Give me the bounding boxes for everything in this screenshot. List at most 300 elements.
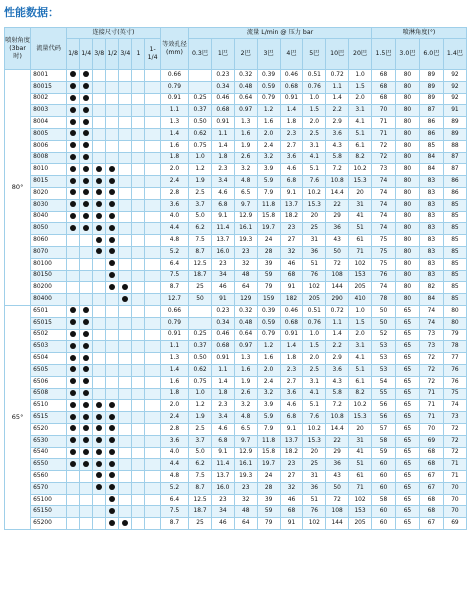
header-conn-size: 1/2 <box>106 39 119 70</box>
spray-angle-value: 55 <box>372 388 396 400</box>
flow-value: 1.6 <box>257 353 280 365</box>
connection-cell <box>93 506 106 518</box>
flow-value: 1.9 <box>189 176 212 188</box>
table-row <box>5 270 467 282</box>
flow-value: 102 <box>349 258 372 270</box>
spray-angle-value: 53 <box>372 364 396 376</box>
flow-value: 8.7 <box>189 246 212 258</box>
spray-angle-value: 86 <box>443 187 466 199</box>
spray-angle-value: 65 <box>395 353 419 365</box>
flow-value: 15.8 <box>257 211 280 223</box>
flow-value: 102 <box>303 282 326 294</box>
flow-value: 2.0 <box>257 364 280 376</box>
flow-code: 8030 <box>31 199 67 211</box>
orifice-diameter: 7.5 <box>160 270 188 282</box>
connection-cell <box>106 518 119 530</box>
flow-value: 71 <box>349 246 372 258</box>
available-dot-icon <box>109 402 115 408</box>
orifice-diameter: 2.4 <box>160 412 188 424</box>
orifice-diameter: 4.0 <box>160 447 188 459</box>
flow-value: 153 <box>349 270 372 282</box>
header-conn-size: 1-1/4 <box>145 39 160 70</box>
flow-code: 8050 <box>31 223 67 235</box>
connection-cell <box>132 105 145 117</box>
connection-cell <box>119 246 132 258</box>
spray-angle-value: 73 <box>419 341 443 353</box>
spray-angle-value: 83 <box>419 223 443 235</box>
spray-angle-value: 83 <box>419 199 443 211</box>
connection-cell <box>145 412 160 424</box>
connection-cell <box>132 329 145 341</box>
flow-value: 9.7 <box>234 199 257 211</box>
available-dot-icon <box>109 449 115 455</box>
orifice-diameter: 5.2 <box>160 482 188 494</box>
flow-code: 6520 <box>31 423 67 435</box>
flow-value: 1.8 <box>280 117 303 129</box>
available-dot-icon <box>109 237 115 243</box>
orifice-diameter: 2.4 <box>160 176 188 188</box>
connection-cell <box>106 294 119 306</box>
spray-angle-value: 80 <box>443 305 466 317</box>
flow-value: 64 <box>234 282 257 294</box>
connection-cell <box>67 199 80 211</box>
spray-angle-value: 83 <box>419 235 443 247</box>
table-row <box>5 364 467 376</box>
connection-cell <box>93 282 106 294</box>
flow-value: 102 <box>349 494 372 506</box>
flow-value: 410 <box>349 294 372 306</box>
orifice-diameter: 1.6 <box>160 140 188 152</box>
flow-value: 0.68 <box>211 105 234 117</box>
flow-value: 29 <box>326 211 349 223</box>
flow-value: 1.0 <box>349 70 372 82</box>
flow-value: 0.37 <box>189 341 212 353</box>
flow-value: 32 <box>280 482 303 494</box>
flow-value: 0.79 <box>257 329 280 341</box>
spray-angle-value: 65 <box>395 435 419 447</box>
orifice-diameter: 1.3 <box>160 353 188 365</box>
flow-value: 7.6 <box>303 176 326 188</box>
flow-code: 6503 <box>31 341 67 353</box>
flow-value: 9.1 <box>280 187 303 199</box>
orifice-diameter: 3.6 <box>160 435 188 447</box>
available-dot-icon <box>96 237 102 243</box>
flow-value: 3.1 <box>303 140 326 152</box>
available-dot-icon <box>70 390 76 396</box>
table-row <box>5 494 467 506</box>
connection-cell <box>80 235 93 247</box>
available-dot-icon <box>96 201 102 207</box>
connection-cell <box>67 412 80 424</box>
flow-value: 20 <box>303 211 326 223</box>
spray-angle-value: 65 <box>395 494 419 506</box>
connection-cell <box>93 494 106 506</box>
spray-angle-value: 74 <box>372 199 396 211</box>
flow-value: 9.1 <box>211 211 234 223</box>
connection-cell <box>80 459 93 471</box>
flow-value: 1.1 <box>326 317 349 329</box>
flow-value: 13.7 <box>211 471 234 483</box>
flow-value: 0.97 <box>234 341 257 353</box>
connection-cell <box>80 270 93 282</box>
connection-cell <box>93 105 106 117</box>
connection-cell <box>119 128 132 140</box>
connection-cell <box>132 199 145 211</box>
connection-cell <box>93 471 106 483</box>
table-row <box>5 400 467 412</box>
flow-value: 1.5 <box>349 317 372 329</box>
flow-value: 3.1 <box>349 105 372 117</box>
spray-angle-value: 80 <box>395 211 419 223</box>
available-dot-icon <box>96 189 102 195</box>
connection-cell <box>106 329 119 341</box>
flow-value: 0.64 <box>234 93 257 105</box>
available-dot-icon <box>109 248 115 254</box>
connection-cell <box>106 447 119 459</box>
flow-value: 79 <box>257 282 280 294</box>
spray-angle-value: 80 <box>395 176 419 188</box>
flow-value: 2.9 <box>326 117 349 129</box>
spray-angle-value: 80 <box>395 105 419 117</box>
flow-value: 16.0 <box>211 482 234 494</box>
spray-angle-value: 65 <box>395 341 419 353</box>
connection-cell <box>119 117 132 129</box>
flow-value: 7.5 <box>189 235 212 247</box>
connection-cell <box>145 211 160 223</box>
spray-angle-value: 80 <box>395 187 419 199</box>
connection-cell <box>119 376 132 388</box>
connection-cell <box>67 140 80 152</box>
connection-cell <box>119 329 132 341</box>
spray-angle-value: 68 <box>419 506 443 518</box>
connection-cell <box>132 70 145 82</box>
flow-value: 0.68 <box>211 341 234 353</box>
connection-cell <box>145 341 160 353</box>
flow-value: 4.1 <box>303 152 326 164</box>
connection-cell <box>145 317 160 329</box>
flow-value: 3.1 <box>303 376 326 388</box>
flow-value: 46 <box>211 282 234 294</box>
spray-angle-value: 58 <box>372 435 396 447</box>
flow-value: 0.97 <box>234 105 257 117</box>
flow-value: 159 <box>257 294 280 306</box>
flow-value: 0.25 <box>189 329 212 341</box>
connection-cell <box>132 152 145 164</box>
flow-value: 2.6 <box>234 152 257 164</box>
connection-cell <box>80 376 93 388</box>
connection-cell <box>80 187 93 199</box>
flow-value: 3.9 <box>257 400 280 412</box>
connection-cell <box>93 211 106 223</box>
available-dot-icon <box>70 178 76 184</box>
spray-angle-value: 71 <box>419 400 443 412</box>
available-dot-icon <box>70 461 76 467</box>
spray-angle-value: 56 <box>372 412 396 424</box>
connection-cell <box>67 388 80 400</box>
available-dot-icon <box>70 83 76 89</box>
connection-cell <box>145 376 160 388</box>
connection-cell <box>67 341 80 353</box>
available-dot-icon <box>70 366 76 372</box>
flow-value: 102 <box>303 518 326 530</box>
flow-value: 7.9 <box>257 423 280 435</box>
connection-cell <box>132 294 145 306</box>
orifice-diameter: 12.7 <box>160 294 188 306</box>
flow-value: 1.8 <box>211 388 234 400</box>
spray-angle-value: 78 <box>443 341 466 353</box>
flow-value: 0.91 <box>211 117 234 129</box>
spray-angle-value: 71 <box>372 117 396 129</box>
flow-value: 32 <box>234 494 257 506</box>
connection-cell <box>132 128 145 140</box>
connection-cell <box>93 152 106 164</box>
flow-value: 0.59 <box>257 81 280 93</box>
flow-value: 1.8 <box>280 353 303 365</box>
connection-cell <box>119 105 132 117</box>
flow-value <box>189 317 212 329</box>
spray-angle-value: 89 <box>419 81 443 93</box>
connection-cell <box>67 211 80 223</box>
flow-value: 34 <box>211 270 234 282</box>
spray-angle-value: 71 <box>419 388 443 400</box>
spray-angle-value: 65 <box>395 329 419 341</box>
connection-cell <box>93 128 106 140</box>
flow-value: 1.0 <box>303 329 326 341</box>
connection-cell <box>67 105 80 117</box>
connection-cell <box>93 447 106 459</box>
flow-value: 25 <box>303 459 326 471</box>
spray-angle-value: 80 <box>395 294 419 306</box>
connection-cell <box>67 506 80 518</box>
available-dot-icon <box>83 189 89 195</box>
spray-angle-value: 65 <box>395 388 419 400</box>
connection-cell <box>106 81 119 93</box>
connection-cell <box>145 294 160 306</box>
available-dot-icon <box>83 449 89 455</box>
spray-angle-value: 65 <box>395 376 419 388</box>
spray-angle-value: 92 <box>443 70 466 82</box>
spray-angle-value: 65 <box>395 506 419 518</box>
connection-cell <box>93 423 106 435</box>
header-conn-size: 1 <box>132 39 145 70</box>
available-dot-icon <box>70 414 76 420</box>
flow-code: 6502 <box>31 329 67 341</box>
table-row <box>5 329 467 341</box>
flow-code: 6550 <box>31 459 67 471</box>
connection-cell <box>106 176 119 188</box>
connection-cell <box>93 270 106 282</box>
connection-cell <box>106 235 119 247</box>
available-dot-icon <box>70 107 76 113</box>
connection-cell <box>132 482 145 494</box>
header-spray-pressure: 1.4巴 <box>443 39 466 70</box>
spray-angle-value: 80 <box>395 246 419 258</box>
flow-code: 8006 <box>31 140 67 152</box>
flow-value: 3.9 <box>257 164 280 176</box>
connection-cell <box>145 400 160 412</box>
spray-angle-value: 68 <box>372 81 396 93</box>
flow-value: 144 <box>326 282 349 294</box>
flow-value: 1.4 <box>280 105 303 117</box>
table-row <box>5 105 467 117</box>
spray-angle-value: 75 <box>443 388 466 400</box>
flow-value: 144 <box>326 518 349 530</box>
flow-value: 71 <box>349 482 372 494</box>
available-dot-icon <box>96 449 102 455</box>
flow-value: 6.8 <box>280 412 303 424</box>
table-row <box>5 70 467 82</box>
connection-cell <box>145 423 160 435</box>
spray-angle-value: 80 <box>395 258 419 270</box>
flow-value: 6.5 <box>234 187 257 199</box>
connection-cell <box>119 494 132 506</box>
flow-value: 3.1 <box>349 341 372 353</box>
connection-cell <box>106 435 119 447</box>
connection-cell <box>106 353 119 365</box>
spray-angle-value: 67 <box>419 471 443 483</box>
flow-value: 1.3 <box>234 353 257 365</box>
available-dot-icon <box>70 378 76 384</box>
connection-cell <box>145 81 160 93</box>
flow-value: 0.34 <box>211 81 234 93</box>
flow-value: 4.6 <box>280 164 303 176</box>
flow-value: 2.0 <box>349 93 372 105</box>
flow-value: 4.8 <box>234 176 257 188</box>
available-dot-icon <box>70 201 76 207</box>
connection-cell <box>119 400 132 412</box>
spray-angle-value: 60 <box>372 518 396 530</box>
table-row <box>5 388 467 400</box>
connection-cell <box>67 376 80 388</box>
flow-value: 2.0 <box>303 117 326 129</box>
flow-value: 50 <box>189 294 212 306</box>
available-dot-icon <box>109 189 115 195</box>
connection-cell <box>132 447 145 459</box>
spray-angle-value: 75 <box>372 235 396 247</box>
flow-value: 0.48 <box>234 81 257 93</box>
header-pressure: 3巴 <box>257 39 280 70</box>
flow-value: 46 <box>280 494 303 506</box>
connection-cell <box>106 459 119 471</box>
connection-cell <box>67 93 80 105</box>
connection-cell <box>145 471 160 483</box>
spray-angle-value: 53 <box>372 341 396 353</box>
flow-value: 0.39 <box>257 70 280 82</box>
flow-value: 0.48 <box>234 317 257 329</box>
available-dot-icon <box>70 331 76 337</box>
available-dot-icon <box>70 142 76 148</box>
header-spray-angle: 喷射角度(3bar时) <box>5 28 31 70</box>
orifice-diameter: 0.79 <box>160 317 188 329</box>
connection-cell <box>67 117 80 129</box>
available-dot-icon <box>96 225 102 231</box>
connection-cell <box>67 70 80 82</box>
spray-angle-value: 83 <box>419 246 443 258</box>
available-dot-icon <box>70 71 76 77</box>
orifice-diameter: 1.4 <box>160 128 188 140</box>
table-row <box>5 93 467 105</box>
orifice-diameter: 2.8 <box>160 423 188 435</box>
flow-value: 0.64 <box>234 329 257 341</box>
flow-value: 13.7 <box>280 199 303 211</box>
flow-value: 108 <box>326 270 349 282</box>
flow-value: 2.0 <box>349 329 372 341</box>
flow-value: 11.4 <box>211 459 234 471</box>
flow-value: 6.8 <box>211 199 234 211</box>
available-dot-icon <box>109 272 115 278</box>
spray-angle-value: 72 <box>419 364 443 376</box>
table-row <box>5 341 467 353</box>
spray-angle-value: 58 <box>372 494 396 506</box>
spray-angle-value: 70 <box>443 494 466 506</box>
connection-cell <box>132 317 145 329</box>
connection-cell <box>80 471 93 483</box>
flow-value: 32 <box>234 258 257 270</box>
flow-value: 5.1 <box>303 164 326 176</box>
table-row <box>5 81 467 93</box>
connection-cell <box>93 459 106 471</box>
flow-value: 15.3 <box>349 176 372 188</box>
flow-value: 18.7 <box>189 270 212 282</box>
flow-value: 1.4 <box>280 341 303 353</box>
connection-cell <box>106 412 119 424</box>
connection-cell <box>80 211 93 223</box>
header-pressure: 4巴 <box>280 39 303 70</box>
spray-angle-value: 89 <box>419 93 443 105</box>
spray-angle-value: 92 <box>443 93 466 105</box>
available-dot-icon <box>96 425 102 431</box>
flow-value: 16.0 <box>211 246 234 258</box>
spray-angle-value: 65 <box>395 447 419 459</box>
connection-cell <box>67 518 80 530</box>
flow-value: 6.2 <box>189 223 212 235</box>
spray-angle-value: 72 <box>419 353 443 365</box>
connection-cell <box>93 400 106 412</box>
connection-cell <box>80 164 93 176</box>
flow-value: 0.23 <box>211 70 234 82</box>
connection-cell <box>80 317 93 329</box>
flow-code: 8070 <box>31 246 67 258</box>
connection-cell <box>132 117 145 129</box>
connection-cell <box>132 270 145 282</box>
available-dot-icon <box>109 260 115 266</box>
flow-value: 25 <box>189 282 212 294</box>
flow-value: 2.7 <box>280 140 303 152</box>
connection-cell <box>145 140 160 152</box>
available-dot-icon <box>70 95 76 101</box>
connection-cell <box>106 164 119 176</box>
flow-value: 11.4 <box>211 223 234 235</box>
flow-value: 0.34 <box>211 317 234 329</box>
connection-cell <box>132 364 145 376</box>
connection-cell <box>132 471 145 483</box>
connection-cell <box>67 235 80 247</box>
flow-value: 14.4 <box>326 423 349 435</box>
spray-angle-value: 89 <box>443 128 466 140</box>
spray-angle-value: 73 <box>372 164 396 176</box>
connection-cell <box>80 447 93 459</box>
spray-angle-value: 67 <box>419 518 443 530</box>
spray-angle-value: 67 <box>419 482 443 494</box>
header-flow-rate: 流量 L/min @ 压力 bar <box>189 28 372 39</box>
available-dot-icon <box>109 225 115 231</box>
connection-cell <box>145 223 160 235</box>
flow-value: 1.5 <box>303 341 326 353</box>
flow-value: 19.3 <box>234 471 257 483</box>
flow-value: 9.1 <box>280 423 303 435</box>
spray-angle-value: 74 <box>372 211 396 223</box>
flow-value: 22 <box>326 199 349 211</box>
